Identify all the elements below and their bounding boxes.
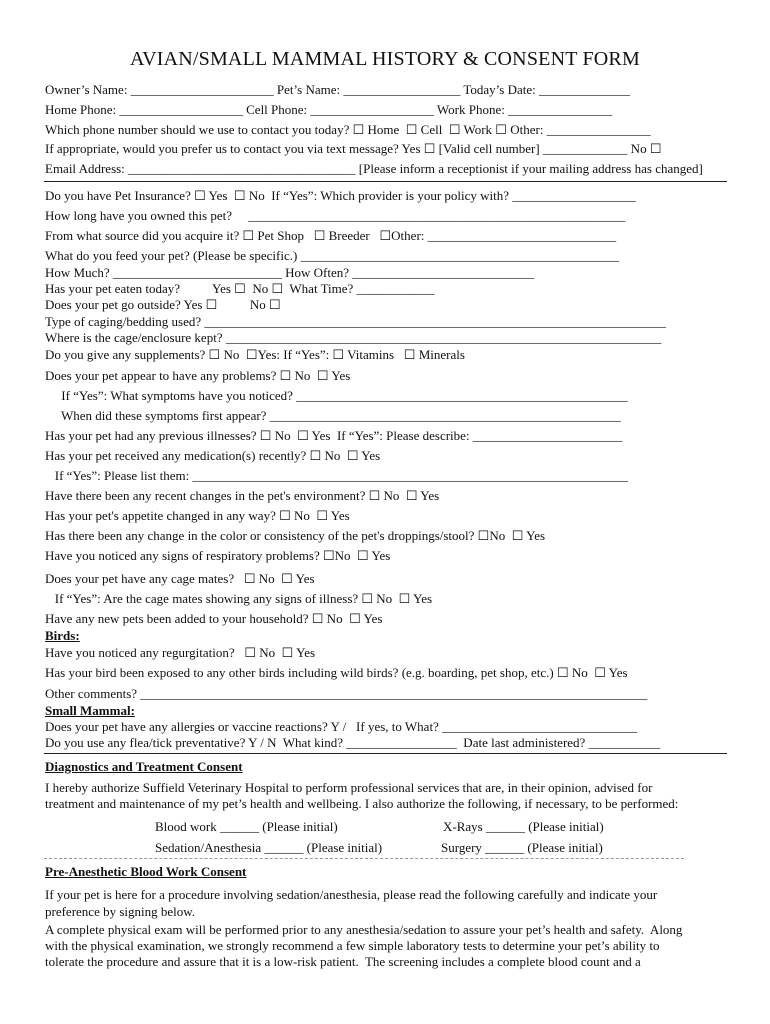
phone-fields[interactable]: Home Phone: ___________________ Cell Phone: ___________________ Work Phone: ________________ <box>45 102 613 117</box>
appetite-question[interactable]: Has your pet's appetite changed in any way? ☐ No ☐ Yes <box>45 508 350 523</box>
pre-anesthetic-text-line-2: preference by signing below. <box>45 904 196 919</box>
diagnostics-consent-heading: Diagnostics and Treatment Consent <box>45 759 243 774</box>
supplements-question[interactable]: Do you give any supplements? ☐ No ☐Yes: If “Yes”: ☐ Vitamins ☐ Minerals <box>45 347 465 362</box>
bird-exposure-question[interactable]: Has your bird been exposed to any other birds including wild birds? (e.g. boarding, pet shop, etc.) ☐ No ☐ Yes <box>45 665 628 680</box>
pet-insurance-question[interactable]: Do you have Pet Insurance? ☐ Yes ☐ No If “Yes”: Which provider is your policy with? ___________________ <box>45 188 636 203</box>
pre-anesthetic-text-line-5: tolerate the procedure and assure that it is a low-risk patient. The screening includes a complete blood count and a <box>45 954 641 969</box>
medication-question[interactable]: Has your pet received any medication(s) recently? ☐ No ☐ Yes <box>45 448 381 463</box>
symptom-onset-question[interactable]: When did these symptoms first appear? ______________________________________________________ <box>45 408 621 423</box>
consent-text-line-1: I hereby authorize Suffield Veterinary Hospital to perform professional services that are, in their opinion, advised for <box>45 780 653 795</box>
ownership-duration-question[interactable]: How long have you owned this pet? __________________________________________________________ <box>45 208 626 223</box>
dashed-divider <box>44 858 684 859</box>
blood-work-initial-field[interactable]: Blood work ______ (Please initial) <box>155 819 338 834</box>
caging-question[interactable]: Type of caging/bedding used? _______________________________________________________________________ <box>45 314 666 329</box>
surgery-initial-field[interactable]: Surgery ______ (Please initial) <box>441 840 603 855</box>
problems-question[interactable]: Does your pet appear to have any problems? ☐ No ☐ Yes <box>45 368 351 383</box>
cage-mates-question[interactable]: Does your pet have any cage mates? ☐ No ☐ Yes <box>45 571 315 586</box>
pre-anesthetic-heading: Pre-Anesthetic Blood Work Consent <box>45 864 247 879</box>
enclosure-location-question[interactable]: Where is the cage/enclosure kept? ___________________________________________________________________ <box>45 330 662 345</box>
pre-anesthetic-text-line-4: with the physical examination, we strongly recommend a few simple laboratory tests to determine your pet’s ability to <box>45 938 660 953</box>
owner-pet-date-fields[interactable]: Owner’s Name: ______________________ Pet’s Name: __________________ Today’s Date: ______________ <box>45 82 631 97</box>
feeding-amount-question[interactable]: How Much? __________________________ How Often? ____________________________ <box>45 265 535 280</box>
medication-list-field[interactable]: If “Yes”: Please list them: ___________________________________________________________________ <box>45 468 628 483</box>
flea-tick-question[interactable]: Do you use any flea/tick preventative? Y / N What kind? _________________ Date last administered? ___________ <box>45 735 661 750</box>
previous-illness-question[interactable]: Has your pet had any previous illnesses? ☐ No ☐ Yes If “Yes”: Please describe: _______________________ <box>45 428 623 443</box>
section-divider <box>44 181 727 182</box>
contact-preference-question[interactable]: Which phone number should we use to contact you today? ☐ Home ☐ Cell ☐ Work ☐ Other: ________________ <box>45 122 651 137</box>
symptoms-question[interactable]: If “Yes”: What symptoms have you noticed? ___________________________________________________ <box>45 388 628 403</box>
other-comments-field[interactable]: Other comments? ______________________________________________________________________________ <box>45 686 648 701</box>
acquisition-source-question[interactable]: From what source did you acquire it? ☐ Pet Shop ☐ Breeder ☐Other: _____________________________ <box>45 228 617 243</box>
text-message-question[interactable]: If appropriate, would you prefer us to contact you via text message? Yes ☐ [Valid cell number] _____________ No ☐ <box>45 141 662 156</box>
respiratory-question[interactable]: Have you noticed any signs of respiratory problems? ☐No ☐ Yes <box>45 548 391 563</box>
diet-question[interactable]: What do you feed your pet? (Please be specific.) _________________________________________________ <box>45 248 620 263</box>
allergies-question[interactable]: Does your pet have any allergies or vaccine reactions? Y / If yes, to What? ______________________________ <box>45 719 638 734</box>
birds-heading: Birds: <box>45 628 80 643</box>
section-divider <box>44 753 727 754</box>
email-field[interactable]: Email Address: ___________________________________ [Please inform a receptionist if your mailing address has changed] <box>45 161 703 176</box>
small-mammal-heading: Small Mammal: <box>45 703 135 718</box>
regurgitation-question[interactable]: Have you noticed any regurgitation? ☐ No ☐ Yes <box>45 645 316 660</box>
outside-question[interactable]: Does your pet go outside? Yes ☐ No ☐ <box>45 297 281 312</box>
sedation-initial-field[interactable]: Sedation/Anesthesia ______ (Please initial) <box>155 840 383 855</box>
environment-change-question[interactable]: Have there been any recent changes in the pet's environment? ☐ No ☐ Yes <box>45 488 440 503</box>
xrays-initial-field[interactable]: X-Rays ______ (Please initial) <box>443 819 604 834</box>
cage-mates-illness-question[interactable]: If “Yes”: Are the cage mates showing any signs of illness? ☐ No ☐ Yes <box>45 591 433 606</box>
eaten-today-question[interactable]: Has your pet eaten today? Yes ☐ No ☐ What Time? ____________ <box>45 281 435 296</box>
new-pets-question[interactable]: Have any new pets been added to your household? ☐ No ☐ Yes <box>45 611 383 626</box>
pre-anesthetic-text-line-3: A complete physical exam will be performed prior to any anesthesia/sedation to assure your pet’s health and safety. Along <box>45 922 683 937</box>
consent-text-line-2: treatment and maintenance of my pet’s health and wellbeing. I also authorize the following, if necessary, to be performed: <box>45 796 679 811</box>
droppings-question[interactable]: Has there been any change in the color or consistency of the pet's droppings/stool? ☐No ☐ Yes <box>45 528 546 543</box>
pre-anesthetic-text-line-1: If your pet is here for a procedure involving sedation/anesthesia, please read the following carefully and indicate your <box>45 887 658 902</box>
form-title: AVIAN/SMALL MAMMAL HISTORY & CONSENT FORM <box>130 48 640 70</box>
